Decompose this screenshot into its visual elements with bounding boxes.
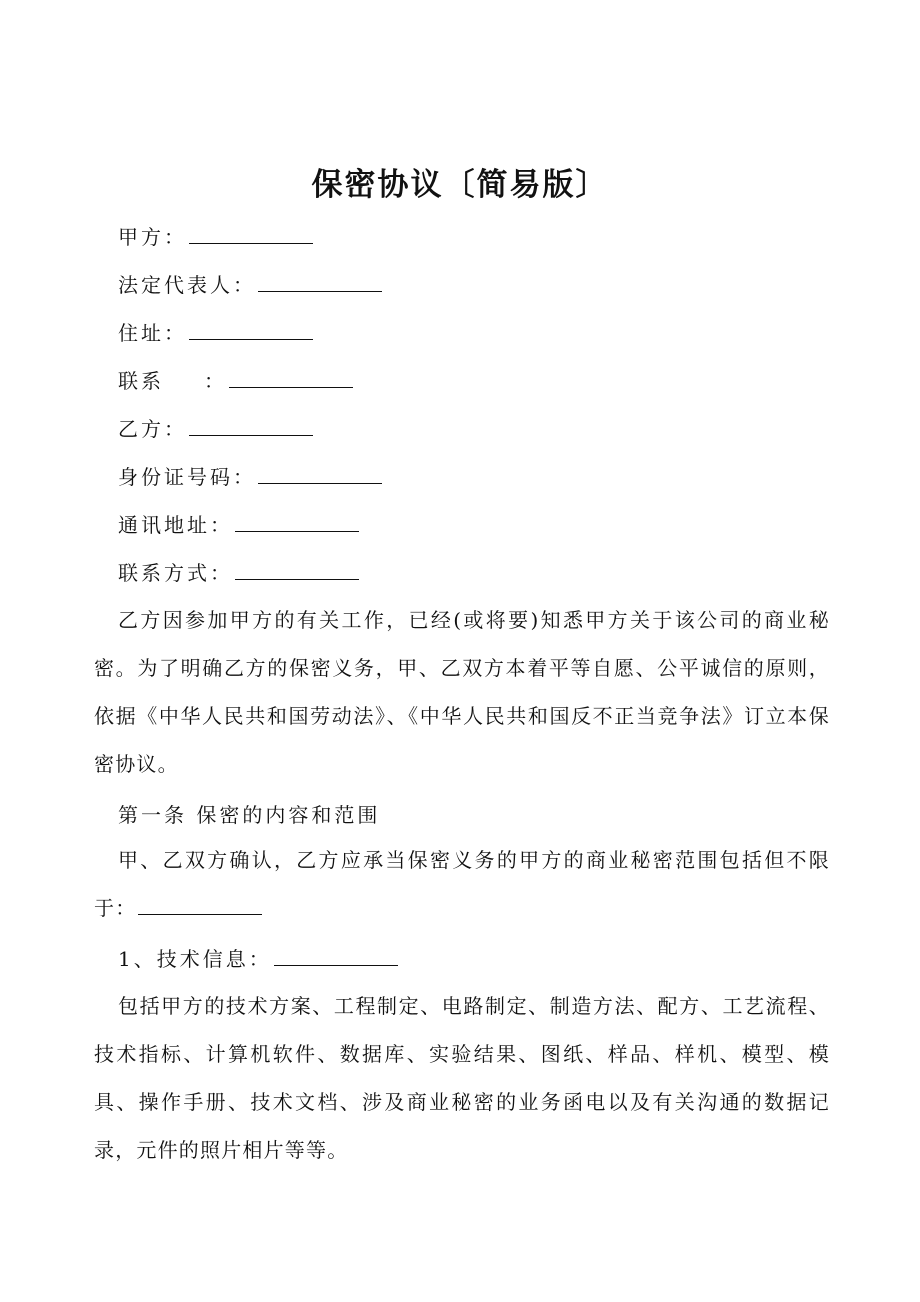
field-label: 乙方： xyxy=(118,417,187,441)
field-label: 身份证号码： xyxy=(118,465,256,489)
field-id-number xyxy=(118,462,382,492)
fill-blank xyxy=(258,271,382,292)
field-label: 法定代表人： xyxy=(118,273,256,297)
fill-blank xyxy=(138,894,262,915)
fill-blank xyxy=(235,559,359,580)
fill-blank xyxy=(274,945,398,966)
item-label: 1、技术信息： xyxy=(118,947,272,971)
article-1-body: 甲、乙双方确认，乙方应承当保密义务的甲方的商业秘密范围包括但不限于： xyxy=(94,848,830,920)
item-1-technical-info xyxy=(118,944,398,974)
field-legal-representative xyxy=(118,270,382,300)
fill-blank xyxy=(229,367,353,388)
fill-blank xyxy=(189,415,313,436)
article-1-heading: 第一条 保密的内容和范围 xyxy=(118,803,381,827)
field-label: 住址： xyxy=(118,321,187,345)
field-contact-method xyxy=(118,558,359,588)
document-title: 保密协议〔简易版〕 xyxy=(311,167,609,203)
article-1-text xyxy=(94,836,830,932)
field-label: 联系方式： xyxy=(118,561,233,585)
field-party-a xyxy=(118,222,313,252)
field-label: 联系 xyxy=(118,369,164,393)
field-label: 通讯地址： xyxy=(118,513,233,537)
field-contact xyxy=(118,366,353,396)
item-1-description: 包括甲方的技术方案、工程制定、电路制定、制造方法、配方、工艺流程、技术指标、计算机软件、数据库、实验结果、图纸、样品、样机、模型、模具、操作手册、技术文档、涉及商业秘密的业务函电以及有关沟通的数据记录，元件的照片相片等等。 xyxy=(94,994,830,1162)
field-address xyxy=(118,318,313,348)
intro-paragraph: 乙方因参加甲方的有关工作，已经(或将要)知悉甲方关于该公司的商业秘密。为了明确乙方的保密义务，甲、乙双方本着平等自愿、公平诚信的原则，依据《中华人民共和国劳动法》、《中华人民共和国反不正当竞争法》订立本保密协议。 xyxy=(94,608,830,776)
field-mailing-address xyxy=(118,510,359,540)
fill-blank xyxy=(235,511,359,532)
field-label-colon: ： xyxy=(204,369,227,393)
fill-blank xyxy=(189,319,313,340)
fill-blank xyxy=(189,223,313,244)
field-label: 甲方： xyxy=(118,225,187,249)
fill-blank xyxy=(258,463,382,484)
field-party-b xyxy=(118,414,313,444)
